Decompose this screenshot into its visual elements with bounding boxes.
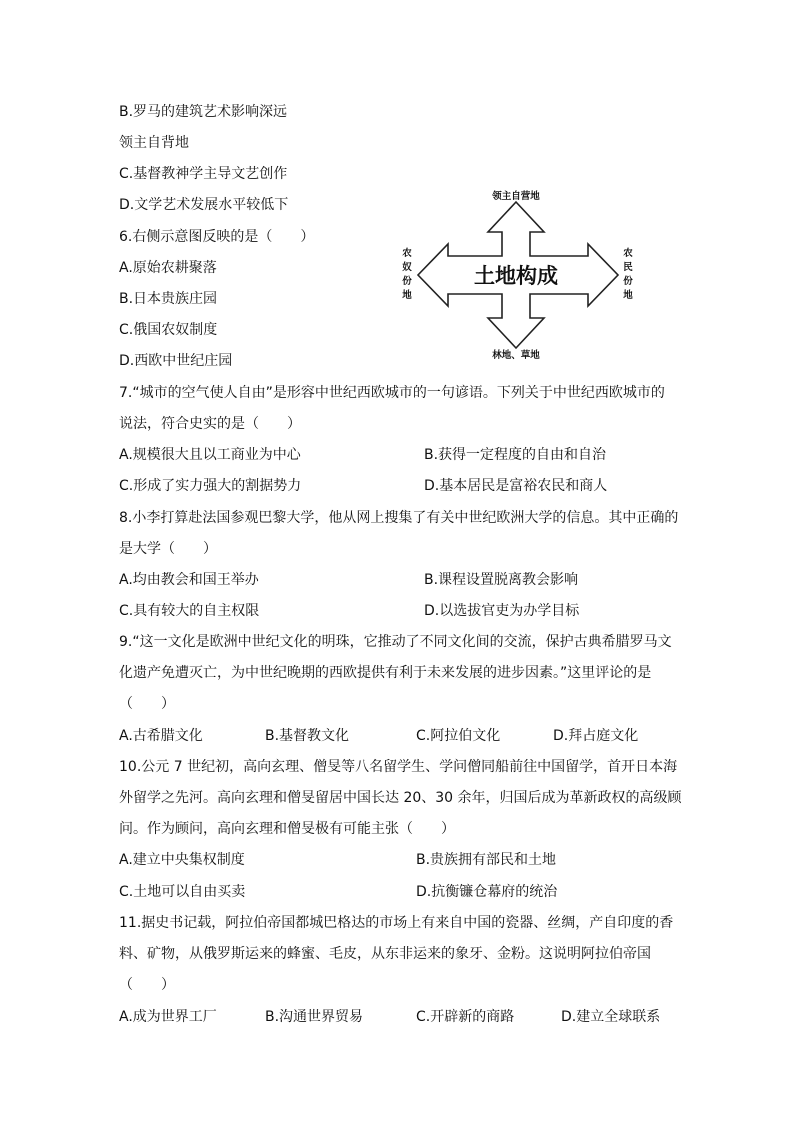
q8-stem-line1: 8.小李打算赴法国参观巴黎大学，他从网上搜集了有关中世纪欧洲大学的信息。其中正确的 — [119, 510, 679, 526]
q11-option-d: D.建立全球联系 — [561, 1009, 661, 1025]
q6-option-c: C.俄国农奴制度 — [119, 322, 218, 338]
diagram-center-label: 土地构成 — [474, 264, 558, 288]
q7-option-d: D.基本居民是富裕农民和商人 — [424, 478, 608, 494]
q10-option-b: B.贵族拥有部民和土地 — [416, 852, 557, 868]
stray-label: 领主自背地 — [119, 135, 189, 151]
land-composition-diagram — [398, 188, 638, 366]
q8-option-a: A.均由教会和国王举办 — [119, 572, 259, 588]
q7-option-a: A.规模很大且以工商业为中心 — [119, 447, 301, 463]
diagram-left-char-2: 奴 — [402, 262, 412, 273]
q10-option-d: D.抗衡镰仓幕府的统治 — [416, 884, 558, 900]
diagram-bottom-label: 林地、草地 — [492, 350, 540, 361]
q11-stem-line2: 料、矿物，从俄罗斯运来的蜂蜜、毛皮，从东非运来的象牙、金粉。这说明阿拉伯帝国 — [119, 946, 651, 962]
option-c-christian: C.基督教神学主导文艺创作 — [119, 166, 288, 182]
q7-stem-line1: 7.“城市的空气使人自由”是形容中世纪西欧城市的一句谚语。下列关于中世纪西欧城市的 — [119, 385, 665, 401]
q8-option-d: D.以选拔官吏为办学目标 — [424, 603, 580, 619]
q9-option-a: A.古希腊文化 — [119, 728, 203, 744]
q6-option-a: A.原始农耕聚落 — [119, 260, 217, 276]
q9-stem-line1: 9.“这一文化是欧洲中世纪文化的明珠，它推动了不同文化间的交流，保护古典希腊罗马文 — [119, 634, 672, 650]
diagram-top-label: 领主自营地 — [492, 191, 540, 202]
q6-option-d: D.西欧中世纪庄园 — [119, 353, 233, 369]
q11-option-b: B.沟通世界贸易 — [265, 1009, 364, 1025]
diagram-left-char-4: 地 — [402, 290, 412, 301]
q6-option-b: B.日本贵族庄园 — [119, 291, 218, 307]
q7-option-c: C.形成了实力强大的割据势力 — [119, 478, 302, 494]
q10-stem-line2: 外留学之先河。高向玄理和僧旻留居中国长达 20、30 余年，归国后成为革新政权的高级顾 — [119, 790, 682, 806]
q7-option-b: B.获得一定程度的自由和自治 — [424, 447, 607, 463]
option-b-rome: B.罗马的建筑艺术影响深远 — [119, 104, 288, 120]
q11-option-c: C.开辟新的商路 — [416, 1009, 515, 1025]
diagram-left-char-1: 农 — [402, 248, 412, 259]
q8-stem-line2: 是大学（ ） — [119, 541, 217, 557]
q10-option-a: A.建立中央集权制度 — [119, 852, 245, 868]
q10-stem-line3: 问。作为顾问，高向玄理和僧旻极有可能主张（ ） — [119, 821, 455, 837]
diagram-right-char-1: 农 — [623, 248, 633, 259]
q10-stem-line1: 10.公元 7 世纪初，高向玄理、僧旻等八名留学生、学问僧同船前往中国留学，首开日本海 — [119, 759, 678, 775]
q8-option-c: C.具有较大的自主权限 — [119, 603, 260, 619]
q9-stem-line2: 化遗产免遭灭亡，为中世纪晚期的西欧提供有利于未来发展的进步因素。”这里评论的是 — [119, 665, 652, 681]
q11-option-a: A.成为世界工厂 — [119, 1009, 217, 1025]
diagram-right-char-2: 民 — [623, 262, 633, 273]
diagram-right-char-3: 份 — [623, 276, 633, 287]
q8-option-b: B.课程设置脱离教会影响 — [424, 572, 579, 588]
diagram-left-char-3: 份 — [402, 276, 412, 287]
q11-stem-line1: 11.据史书记载，阿拉伯帝国都城巴格达的市场上有来自中国的瓷器、丝绸，产自印度的香 — [119, 915, 674, 931]
option-d-literature: D.文学艺术发展水平较低下 — [119, 197, 289, 213]
q6-stem: 6.右侧示意图反映的是（ ） — [119, 229, 315, 245]
q9-option-c: C.阿拉伯文化 — [416, 728, 501, 744]
q10-option-c: C.土地可以自由买卖 — [119, 884, 246, 900]
q9-option-b: B.基督教文化 — [265, 728, 350, 744]
q7-stem-line2: 说法，符合史实的是（ ） — [119, 416, 301, 432]
diagram-right-char-4: 地 — [623, 290, 633, 301]
q9-option-d: D.拜占庭文化 — [553, 728, 639, 744]
q11-stem-line3: （ ） — [119, 977, 175, 993]
q9-stem-line3: （ ） — [119, 696, 175, 712]
